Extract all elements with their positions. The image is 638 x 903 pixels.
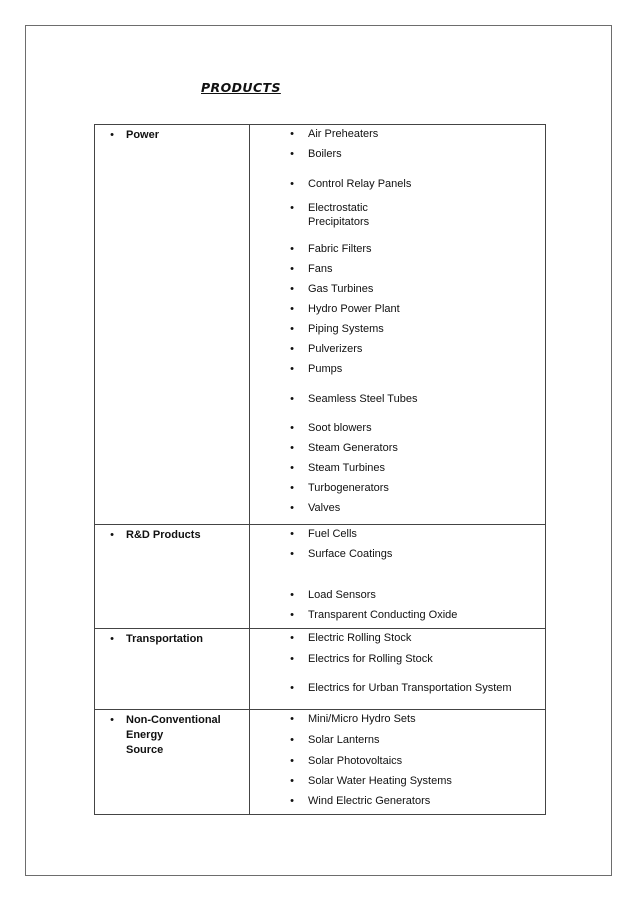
item-label: Pumps — [308, 363, 343, 375]
bullet-icon: • — [110, 633, 114, 645]
bullet-icon: • — [110, 129, 114, 141]
item-label: Electrics for Urban Transportation System — [308, 682, 512, 694]
bullet-icon: • — [290, 734, 294, 746]
bullet-icon: • — [290, 502, 294, 514]
item-label: Hydro Power Plant — [308, 303, 400, 315]
list-item — [250, 588, 545, 608]
bullet-icon: • — [290, 548, 294, 560]
items-cell — [250, 629, 546, 710]
item-label: Electrostatic Precipitators — [308, 202, 370, 228]
list-item — [250, 127, 545, 147]
item-label: Solar Lanterns — [308, 734, 380, 746]
item-label: Fuel Cells — [308, 528, 357, 540]
item-label: Boilers — [308, 148, 342, 160]
category-cell — [95, 525, 250, 629]
bullet-icon: • — [290, 283, 294, 295]
item-label: Control Relay Panels — [308, 178, 412, 190]
item-label: Steam Turbines — [308, 462, 386, 474]
list-item — [250, 527, 545, 547]
item-label: Seamless Steel Tubes — [308, 393, 418, 405]
bullet-icon: • — [290, 363, 294, 375]
list-item — [250, 631, 545, 652]
list-item — [250, 262, 545, 282]
list-item — [250, 794, 545, 814]
bullet-icon: • — [290, 589, 294, 601]
item-label: Electric Rolling Stock — [308, 632, 412, 644]
list-item — [250, 177, 545, 201]
bullet-icon: • — [290, 128, 294, 140]
list-item — [250, 322, 545, 342]
list-item — [250, 282, 545, 302]
item-label: Wind Electric Generators — [308, 795, 431, 807]
bullet-icon: • — [290, 442, 294, 454]
bullet-icon: • — [290, 795, 294, 807]
item-label: Pulverizers — [308, 343, 363, 355]
category-cell — [95, 125, 250, 525]
list-item — [250, 342, 545, 362]
item-label: Load Sensors — [308, 589, 376, 601]
table-row — [95, 710, 546, 815]
bullet-icon: • — [290, 243, 294, 255]
item-label: Soot blowers — [308, 422, 372, 434]
bullet-icon: • — [290, 609, 294, 621]
document-title: PRODUCTS — [201, 80, 281, 95]
bullet-icon: • — [290, 528, 294, 540]
bullet-icon: • — [290, 178, 294, 190]
items-cell — [250, 125, 546, 525]
list-item — [250, 461, 545, 481]
item-label: Steam Generators — [308, 442, 398, 454]
item-label: Fans — [308, 263, 333, 275]
list-item — [250, 481, 545, 501]
bullet-icon: • — [110, 714, 114, 726]
list-item — [250, 774, 545, 794]
bullet-icon: • — [110, 529, 114, 541]
list-item — [250, 547, 545, 588]
list-item — [250, 392, 545, 421]
bullet-icon: • — [290, 263, 294, 275]
bullet-icon: • — [290, 462, 294, 474]
list-item — [250, 242, 545, 262]
list-item — [250, 608, 545, 628]
list-item — [250, 362, 545, 392]
items-cell — [250, 525, 546, 629]
list-item — [250, 201, 545, 242]
table-row — [95, 525, 546, 629]
items-cell — [250, 710, 546, 815]
item-label: Transparent Conducting Oxide — [308, 609, 458, 621]
table-row — [95, 125, 546, 525]
bullet-icon: • — [290, 393, 294, 405]
item-label: Piping Systems — [308, 323, 384, 335]
category-label: Non-Conventional Energy Source — [126, 714, 221, 756]
bullet-icon: • — [290, 422, 294, 434]
item-label: Solar Photovoltaics — [308, 755, 403, 767]
category-cell — [95, 710, 250, 815]
category-cell — [95, 629, 250, 710]
category-label: Power — [126, 129, 160, 141]
item-label: Mini/Micro Hydro Sets — [308, 713, 416, 725]
list-item — [250, 501, 545, 521]
item-label: Fabric Filters — [308, 243, 372, 255]
item-label: Electrics for Rolling Stock — [308, 653, 433, 665]
bullet-icon: • — [290, 682, 294, 694]
item-label: Turbogenerators — [308, 482, 389, 494]
bullet-icon: • — [290, 713, 294, 725]
table-row — [95, 629, 546, 710]
bullet-icon: • — [290, 775, 294, 787]
item-label: Gas Turbines — [308, 283, 374, 295]
list-item — [250, 441, 545, 461]
bullet-icon: • — [290, 755, 294, 767]
list-item — [250, 147, 545, 177]
list-item — [250, 302, 545, 322]
list-item — [250, 421, 545, 441]
category-label: Transportation — [126, 633, 204, 645]
bullet-icon: • — [290, 202, 294, 214]
category-label: R&D Products — [126, 529, 201, 541]
bullet-icon: • — [290, 653, 294, 665]
item-label: Solar Water Heating Systems — [308, 775, 452, 787]
bullet-icon: • — [290, 148, 294, 160]
item-label: Valves — [308, 502, 341, 514]
list-item — [250, 712, 545, 733]
bullet-icon: • — [290, 482, 294, 494]
products-table — [94, 124, 546, 815]
bullet-icon: • — [290, 343, 294, 355]
item-label: Air Preheaters — [308, 128, 379, 140]
list-item — [250, 681, 545, 701]
list-item — [250, 652, 545, 681]
bullet-icon: • — [290, 632, 294, 644]
item-label: Surface Coatings — [308, 548, 393, 560]
bullet-icon: • — [290, 303, 294, 315]
bullet-icon: • — [290, 323, 294, 335]
list-item — [250, 733, 545, 754]
list-item — [250, 754, 545, 774]
